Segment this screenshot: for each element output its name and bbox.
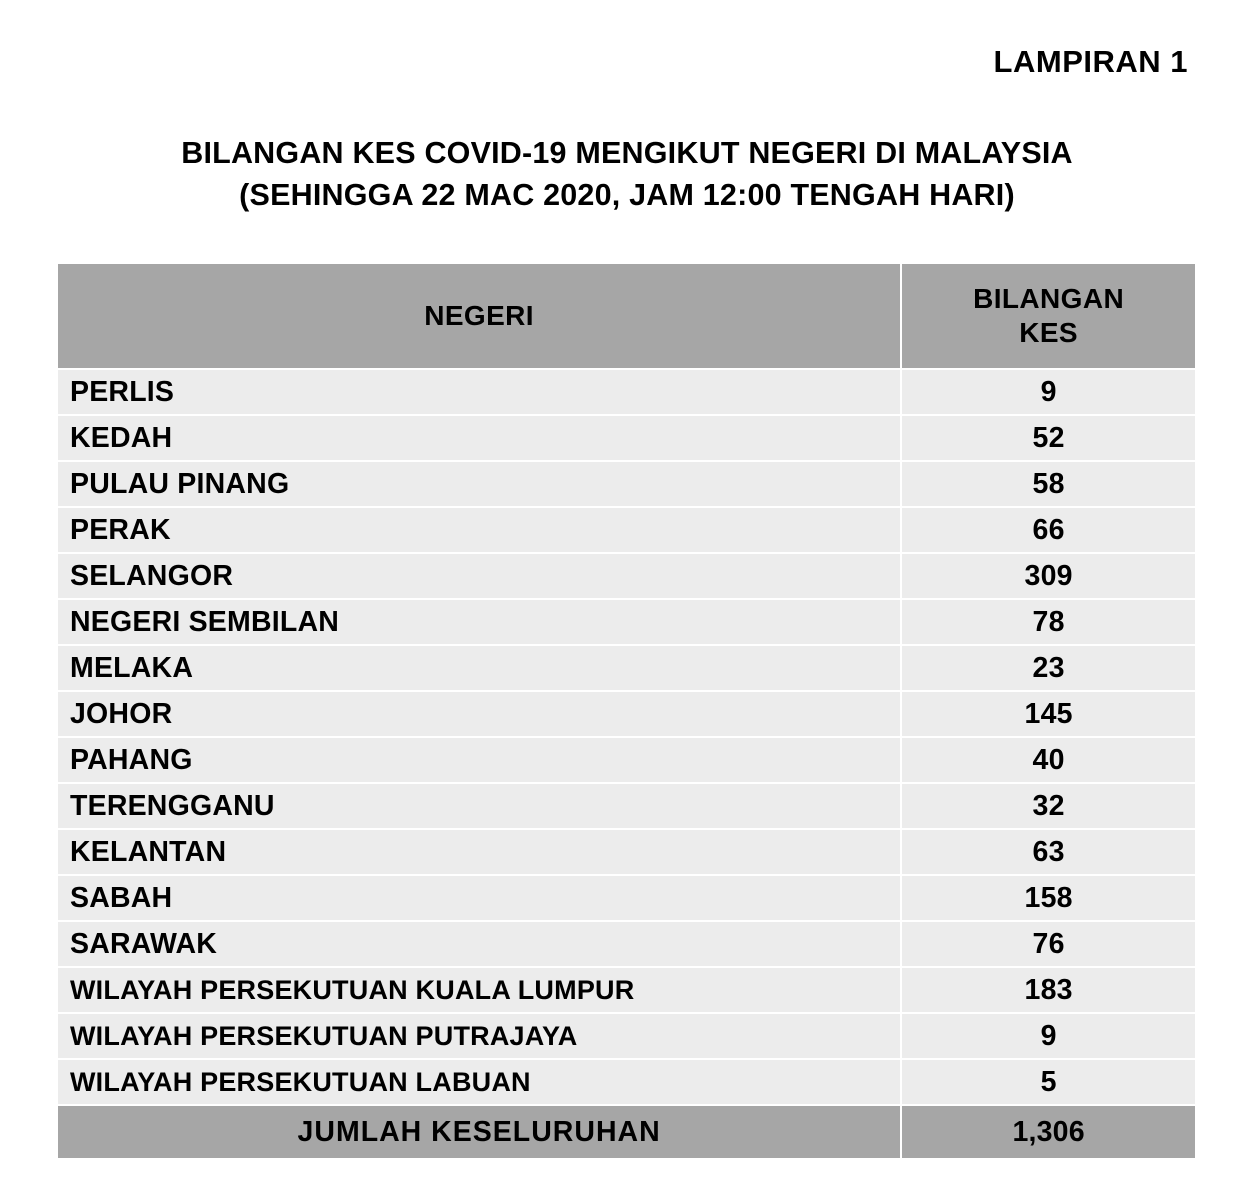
cell-cases: 58 bbox=[901, 461, 1196, 507]
cell-cases: 9 bbox=[901, 369, 1196, 415]
table-row bbox=[57, 1013, 1196, 1059]
cell-cases: 52 bbox=[901, 415, 1196, 461]
cell-state: JOHOR bbox=[57, 691, 901, 737]
cell-state: WILAYAH PERSEKUTUAN PUTRAJAYA bbox=[57, 1013, 901, 1059]
cell-state: KELANTAN bbox=[57, 829, 901, 875]
column-header-cases-line2: KES bbox=[1019, 317, 1078, 349]
cell-state: WILAYAH PERSEKUTUAN LABUAN bbox=[57, 1059, 901, 1105]
table-row bbox=[57, 1059, 1196, 1105]
cell-cases: 40 bbox=[901, 737, 1196, 783]
table-header bbox=[57, 263, 1196, 369]
table-row bbox=[57, 921, 1196, 967]
cell-state: PULAU PINANG bbox=[57, 461, 901, 507]
cell-cases: 9 bbox=[901, 1013, 1196, 1059]
cell-cases: 76 bbox=[901, 921, 1196, 967]
table-row bbox=[57, 645, 1196, 691]
cell-state: SARAWAK bbox=[57, 921, 901, 967]
page-title bbox=[0, 132, 1254, 216]
column-header-cases bbox=[901, 263, 1196, 369]
cell-cases: 66 bbox=[901, 507, 1196, 553]
table-row bbox=[57, 415, 1196, 461]
cell-state: NEGERI SEMBILAN bbox=[57, 599, 901, 645]
table-row bbox=[57, 875, 1196, 921]
cell-state: PERLIS bbox=[57, 369, 901, 415]
cell-state: TERENGGANU bbox=[57, 783, 901, 829]
cell-cases: 158 bbox=[901, 875, 1196, 921]
title-line-2: (SEHINGGA 22 MAC 2020, JAM 12:00 TENGAH HARI) bbox=[239, 178, 1015, 213]
cell-cases: 309 bbox=[901, 553, 1196, 599]
cell-cases: 5 bbox=[901, 1059, 1196, 1105]
cell-cases: 78 bbox=[901, 599, 1196, 645]
table-row bbox=[57, 967, 1196, 1013]
title-line-1: BILANGAN KES COVID-19 MENGIKUT NEGERI DI MALAYSIA bbox=[181, 136, 1073, 170]
table-row bbox=[57, 829, 1196, 875]
table-row bbox=[57, 461, 1196, 507]
table-total-row bbox=[57, 1105, 1196, 1159]
cases-table bbox=[56, 262, 1197, 1160]
cell-state: MELAKA bbox=[57, 645, 901, 691]
table-header-row bbox=[57, 263, 1196, 369]
cell-total-label: JUMLAH KESELURUHAN bbox=[57, 1105, 901, 1159]
table-row bbox=[57, 507, 1196, 553]
table-row bbox=[57, 737, 1196, 783]
cell-state: KEDAH bbox=[57, 415, 901, 461]
cell-state: WILAYAH PERSEKUTUAN KUALA LUMPUR bbox=[57, 967, 901, 1013]
cell-state: PERAK bbox=[57, 507, 901, 553]
cell-state: SELANGOR bbox=[57, 553, 901, 599]
cell-cases: 32 bbox=[901, 783, 1196, 829]
cell-cases: 23 bbox=[901, 645, 1196, 691]
cell-cases: 145 bbox=[901, 691, 1196, 737]
column-header-cases-line1: BILANGAN bbox=[973, 283, 1125, 314]
column-header-state: NEGERI bbox=[57, 263, 901, 369]
cell-state: PAHANG bbox=[57, 737, 901, 783]
table-row bbox=[57, 599, 1196, 645]
table-row bbox=[57, 553, 1196, 599]
cell-cases: 183 bbox=[901, 967, 1196, 1013]
cell-state: SABAH bbox=[57, 875, 901, 921]
cases-table-container bbox=[0, 262, 1254, 1160]
table-row bbox=[57, 783, 1196, 829]
cell-cases: 63 bbox=[901, 829, 1196, 875]
table-row bbox=[57, 369, 1196, 415]
table-row bbox=[57, 691, 1196, 737]
annex-label: LAMPIRAN 1 bbox=[993, 44, 1188, 79]
table-body bbox=[57, 369, 1196, 1159]
cell-total-cases: 1,306 bbox=[901, 1105, 1196, 1159]
